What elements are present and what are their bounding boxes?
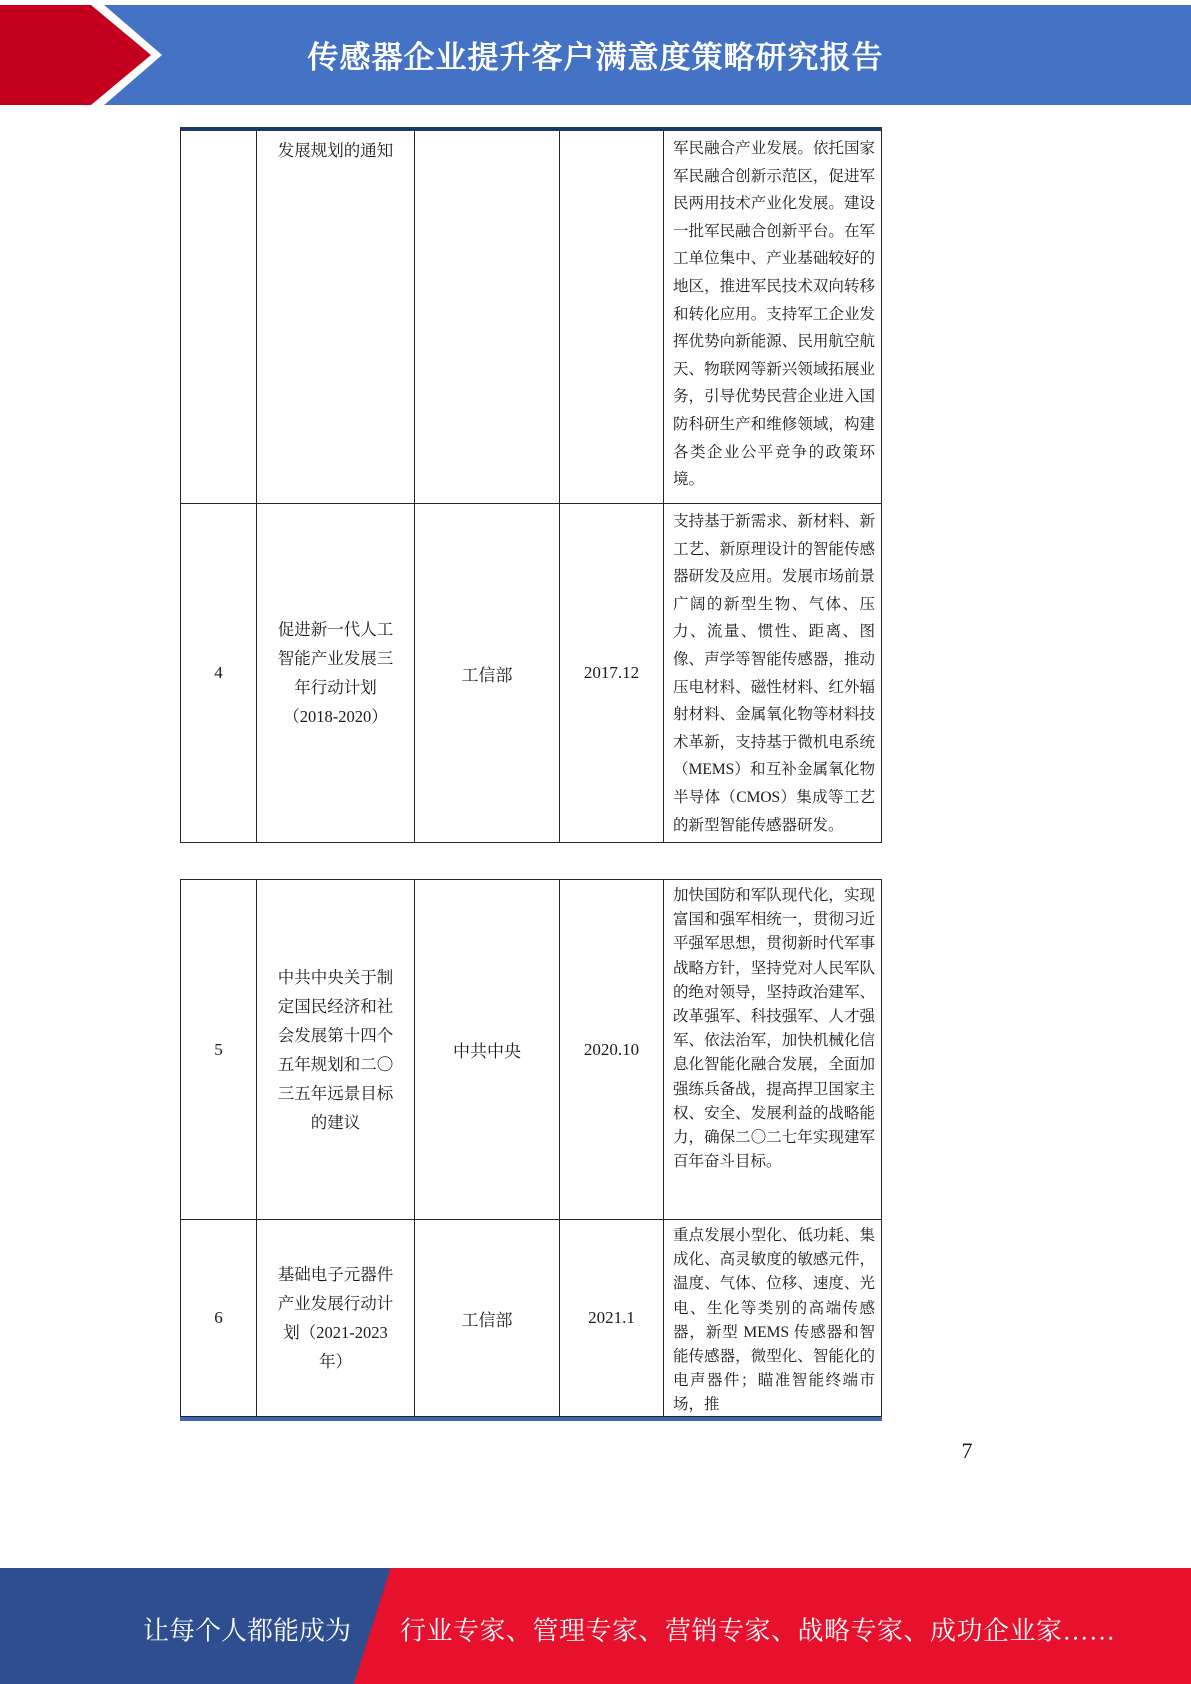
date-cell: 2017.12 [560,504,664,842]
date-cell: 2021.1 [560,1220,664,1416]
report-title: 传感器企业提升客户满意度策略研究报告 [307,40,884,75]
content-cell: 军民融合产业发展。依托国家军民融合创新示范区，促进军民两用技术产业化发展。建设一批军民融合创新平台。在军工单位集中、产业基础较好的地区，推进军民技术双向转移和转化应用。支持军工企业发挥优势向新能源、民用航空航天、物联网等新兴领域拓展业务，引导优势民营企业进入国防科研生产和维修领域，构建各类企业公平竞争的政策环境。 [664,131,881,504]
content-cell: 重点发展小型化、低功耗、集成化、高灵敏度的敏感元件，温度、气体、位移、速度、光电、生化等类别的高端传感器，新型 MEMS 传感器和智能传感器，微型化、智能化的电声器件；瞄准智能终端市场，推 [673,1227,875,1414]
policy-name-cell: 发展规划的通知 [257,131,415,504]
content-cell: 支持基于新需求、新材料、新工艺、新原理设计的智能传感器研发及应用。发展市场前景广阔的新型生物、气体、压力、流量、惯性、距离、图像、声学等智能传感器，推动压电材料、磁性材料、红外辐射材料、金属氧化物等材料技术革新，支持基于微机电系统（MEMS）和互补金属氧化物半导体（CMOS）集成等工艺的新型智能传感器研发。 [673,513,875,834]
date-cell [560,131,664,504]
policy-name-cell: 中共中央关于制定国民经济和社会发展第十四个五年规划和二〇三五年远景目标的建议 [257,880,415,1220]
footer-slogan-left: 让每个人都能成为 [143,1616,352,1646]
footer-slogan-right: 行业专家、管理专家、营销专家、战略专家、成功企业家…… [400,1616,1116,1646]
row-number-cell [181,131,257,504]
agency-cell: 工信部 [415,1220,560,1416]
row-number-cell: 5 [181,880,257,1220]
policy-name-cell: 促进新一代人工智能产业发展三年行动计划（2018-2020） [257,504,415,842]
policy-table-top [180,127,882,843]
row-number-cell: 6 [181,1220,257,1416]
date-cell: 2020.10 [560,880,664,1220]
row-number-cell: 4 [181,504,257,842]
agency-cell: 中共中央 [415,880,560,1220]
content-cell: 加快国防和军队现代化，实现富国和强军相统一，贯彻习近平强军思想，贯彻新时代军事战略方针，坚持党对人民军队的绝对领导，坚持政治建军、改革强军、科技强军、人才强军、依法治军，加快机械化信息化智能化融合发展，全面加强练兵备战，提高捍卫国家主权、安全、发展利益的战略能力，确保二〇二七年实现建军百年奋斗目标。 [664,880,881,1220]
red-arrow-icon [0,0,180,112]
policy-table-bottom [180,879,882,1417]
page-number: 7 [961,1438,973,1463]
agency-cell [415,131,560,504]
policy-name-cell: 基础电子元器件产业发展行动计划（2021-2023年） [257,1220,415,1416]
footer-banner [0,1568,1191,1684]
agency-cell: 工信部 [415,504,560,842]
